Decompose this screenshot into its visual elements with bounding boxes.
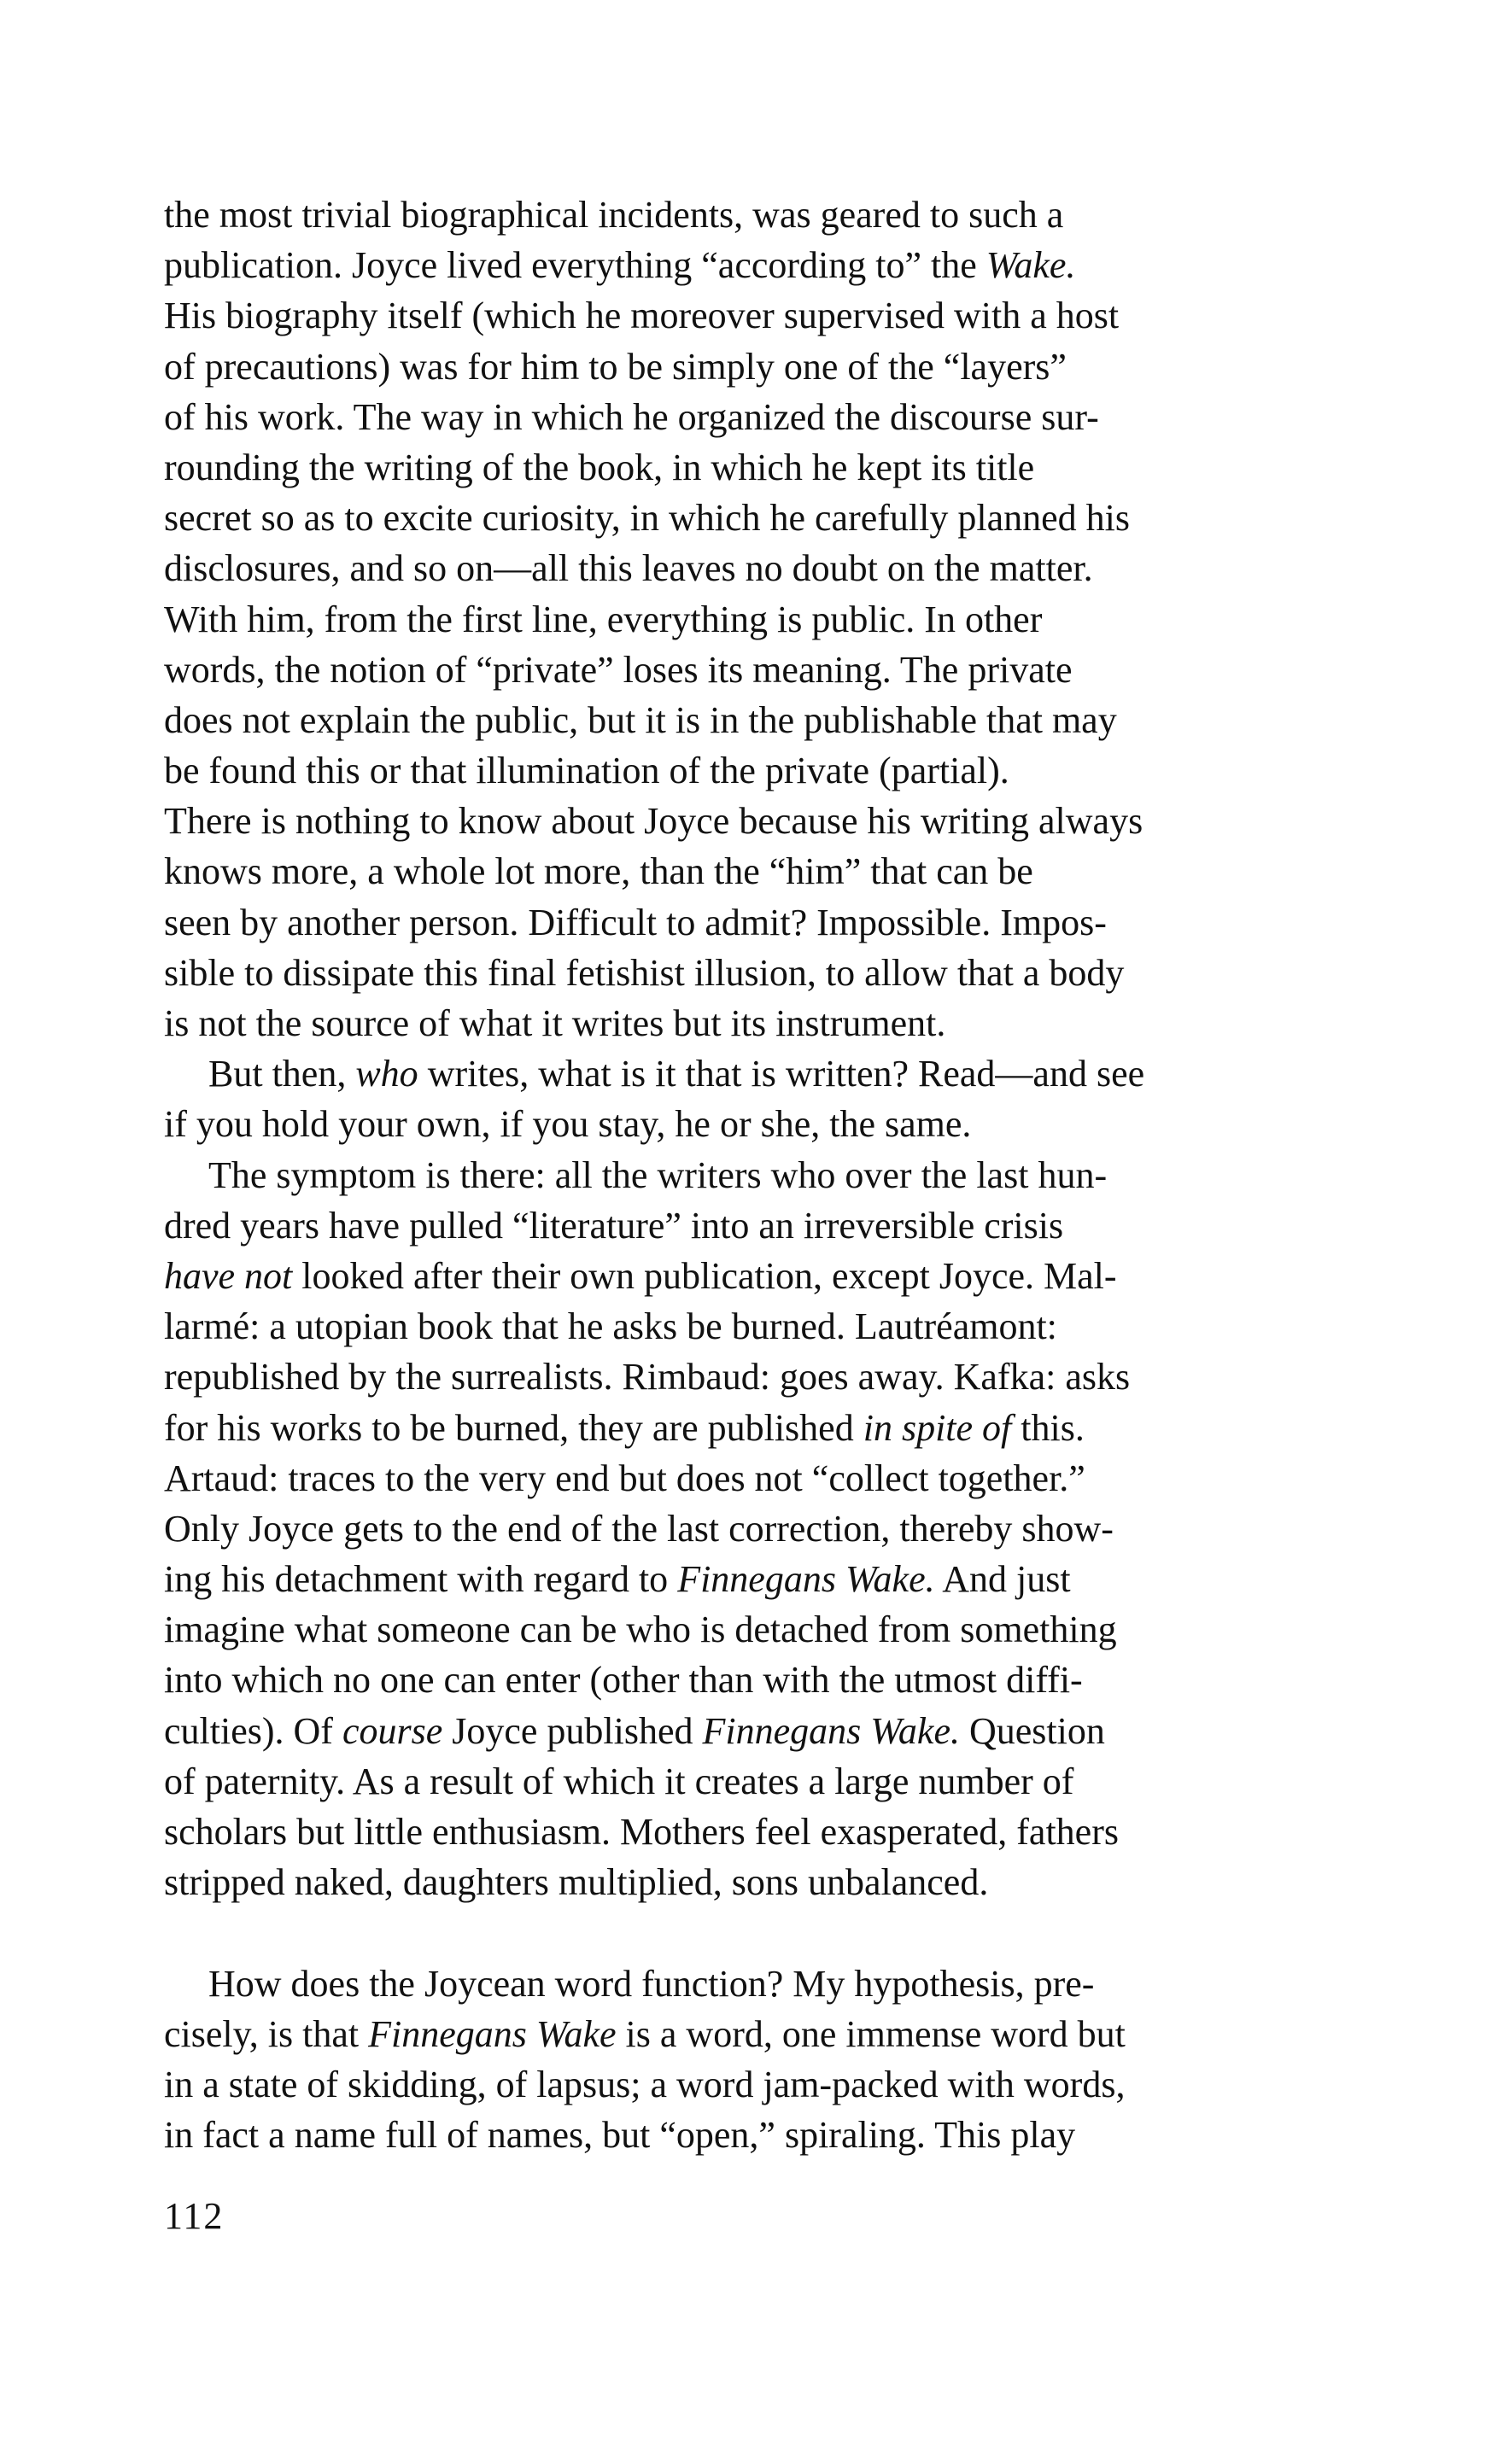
text-line: in a state of skidding, of lapsus; a word jam-packed with words, [164, 2063, 1126, 2105]
text-line: imagine what someone can be who is detached from something [164, 1609, 1117, 1651]
text-line: seen by another person. Difficult to admit? Impossible. Impos- [164, 901, 1107, 943]
text-line: larmé: a utopian book that he asks be burned. Lautréamont: [164, 1305, 1057, 1348]
text-line: the most trivial biographical incidents, was geared to such a [164, 194, 1064, 236]
text-line: ing his detachment with regard to Finnegans Wake. And just [164, 1558, 1071, 1601]
text-line: does not explain the public, but it is in the publishable that may [164, 698, 1117, 741]
text-line: words, the notion of “private” loses its meaning. The private [164, 648, 1073, 691]
text-line: scholars but little enthusiasm. Mothers feel exasperated, fathers [164, 1811, 1119, 1853]
text-line: of precautions) was for him to be simply one of the “layers” [164, 345, 1067, 388]
text-line: cisely, is that Finnegans Wake is a word, one immense word but [164, 2012, 1126, 2055]
text-line: if you hold your own, if you stay, he or she, the same. [164, 1103, 972, 1146]
text-line: dred years have pulled “literature” into an irreversible crisis [164, 1204, 1064, 1247]
text-line: With him, from the first line, everything is public. In other [164, 598, 1043, 640]
body-text [164, 190, 1360, 2160]
text-line: be found this or that illumination of the private (partial). [164, 750, 1009, 792]
text-line: Artaud: traces to the very end but does not “collect together.” [164, 1457, 1085, 1499]
text-line: republished by the surrealists. Rimbaud: goes away. Kafka: asks [164, 1356, 1131, 1398]
text-line: culties). Of course Joyce published Finnegans Wake. Question [164, 1709, 1105, 1752]
text-line: of his work. The way in which he organized the discourse sur- [164, 395, 1099, 438]
text-line: in fact a name full of names, but “open,” spiraling. This play [164, 2114, 1076, 2157]
text-line: Only Joyce gets to the end of the last correction, thereby show- [164, 1507, 1114, 1550]
text-line: The symptom is there: all the writers who over the last hun- [208, 1153, 1108, 1196]
text-line: stripped naked, daughters multiplied, sons unbalanced. [164, 1861, 989, 1904]
page-number: 112 [164, 2195, 225, 2237]
text-line: have not looked after their own publication, except Joyce. Mal- [164, 1254, 1117, 1297]
text-line: knows more, a whole lot more, than the “him” that can be [164, 850, 1033, 893]
text-line: His biography itself (which he moreover supervised with a host [164, 295, 1120, 337]
text-line: disclosures, and so on—all this leaves no doubt on the matter. [164, 547, 1093, 590]
text-line: is not the source of what it writes but its instrument. [164, 1002, 946, 1044]
text-line: How does the Joycean word function? My hypothesis, pre- [208, 1962, 1095, 2005]
text-line: publication. Joyce lived everything “according to” the Wake. [164, 244, 1076, 287]
text-line: for his works to be burned, they are published in spite of this. [164, 1406, 1085, 1449]
text-line: secret so as to excite curiosity, in which he carefully planned his [164, 497, 1131, 540]
text-line: into which no one can enter (other than with the utmost diffi- [164, 1659, 1083, 1702]
text-line: But then, who writes, what is it that is written? Read—and see [208, 1053, 1145, 1095]
text-line: There is nothing to know about Joyce because his writing always [164, 800, 1143, 843]
text-line: of paternity. As a result of which it creates a large number of [164, 1760, 1074, 1802]
text-line: rounding the writing of the book, in which he kept its title [164, 446, 1035, 488]
text-line: sible to dissipate this final fetishist illusion, to allow that a body [164, 951, 1125, 994]
